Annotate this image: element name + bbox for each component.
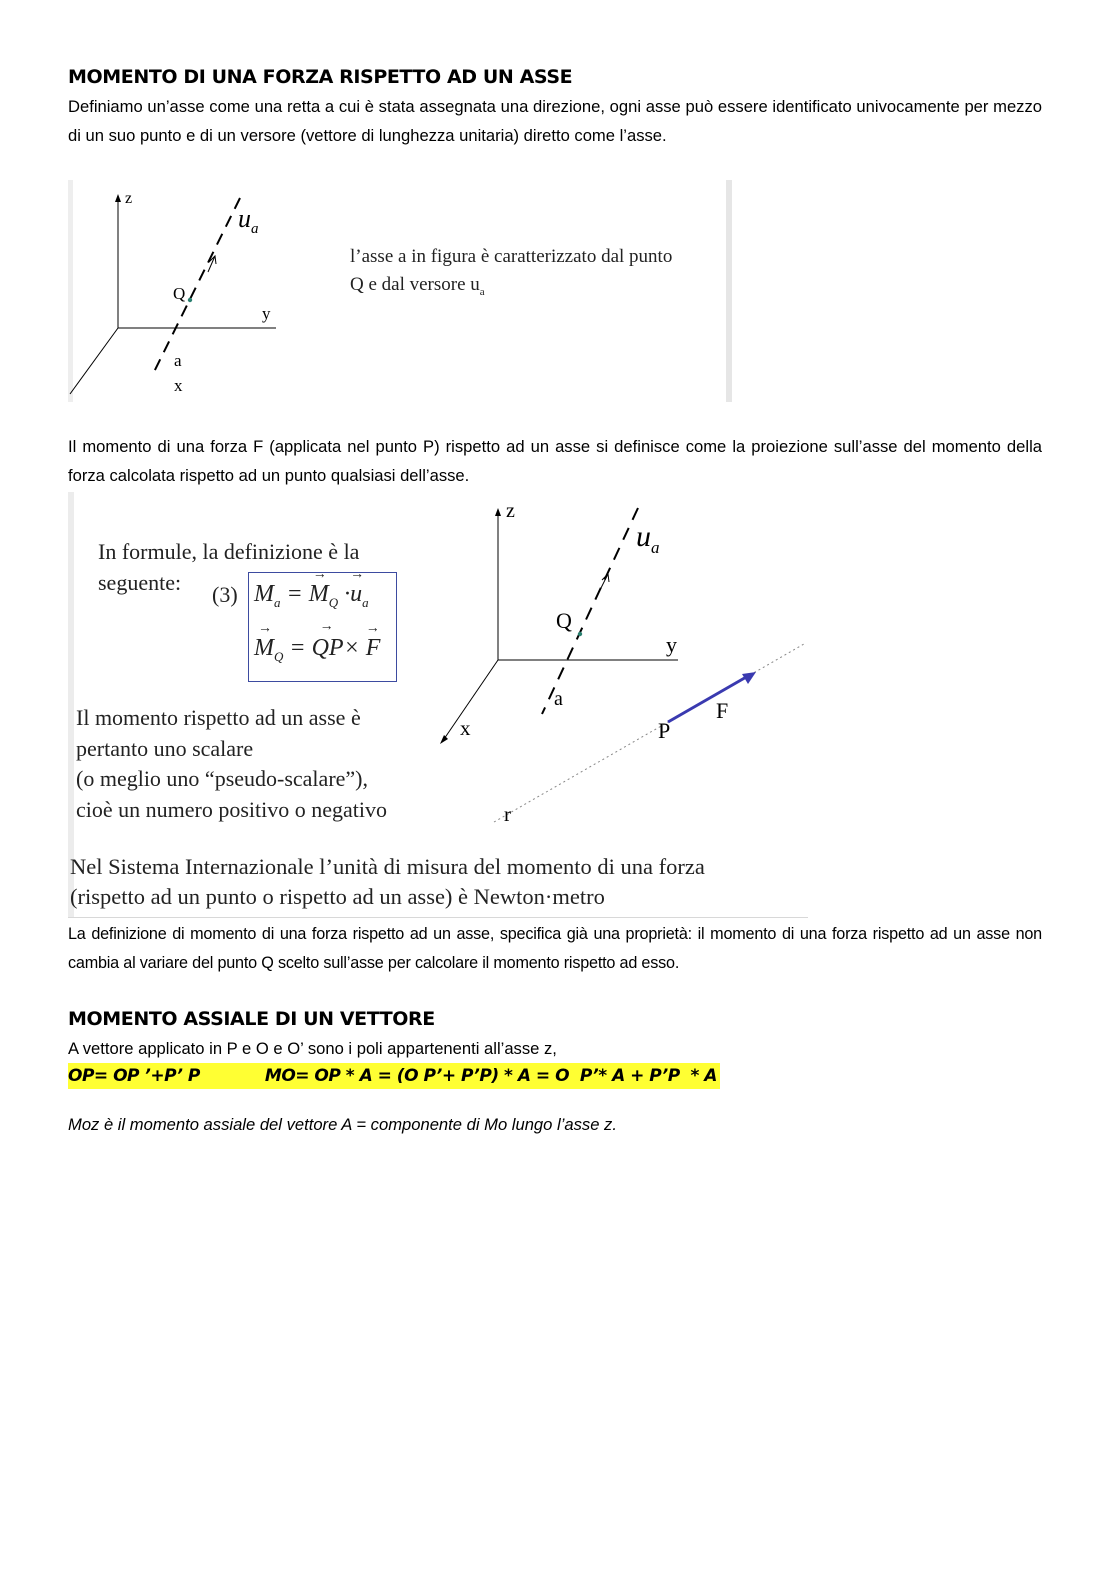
- figure1-caption: l’asse a in figura è caratterizzato dal punto Q e dal versore $u_a$: [350, 246, 673, 298]
- label-r: r: [504, 802, 511, 826]
- label-x: x: [174, 376, 183, 395]
- point-q-marker: [188, 298, 192, 302]
- label-x: x: [460, 716, 471, 740]
- figure-axis-definition: [68, 180, 732, 402]
- paragraph-axial-moment: Moz è il momento assiale del vettore A = componente di Mo lungo l’asse z.: [68, 1115, 617, 1134]
- axis-diagram-2: [68, 492, 808, 832]
- label-a: a: [554, 688, 563, 710]
- label-ua: $u_a$: [238, 204, 259, 238]
- label-q: Q: [556, 608, 572, 633]
- label-z: z: [506, 500, 515, 522]
- si-unit-note: Nel Sistema Internazionale l’unità di misura del momento di una forza (rispetto ad un punto o rispetto ad un asse) è Newton·metro: [70, 854, 705, 909]
- section-heading-momento-assiale: MOMENTO ASSIALE DI UN VETTORE: [68, 1008, 435, 1030]
- line-r-dotted: [494, 644, 804, 822]
- paragraph-moment-definition: Il momento di una forza F (applicata nel punto P) rispetto ad un asse si definisce come la proiezione sull’asse del momento della forza calcolata rispetto ad un punto qualsiasi dell’asse.: [68, 437, 1042, 485]
- label-y: y: [666, 632, 677, 657]
- label-a: a: [174, 351, 182, 370]
- label-z: z: [125, 190, 133, 207]
- z-axis-arrow: [115, 194, 121, 202]
- paragraph-poles: A vettore applicato in P e O e O’ sono i poli appartenenti all’asse z,: [68, 1039, 557, 1058]
- label-ua: $u_a$: [636, 520, 660, 557]
- equation-mq: M → $_Q$ = QP → × F →: [254, 619, 381, 664]
- label-f: F: [716, 698, 729, 723]
- figure-moment-formula: [68, 492, 808, 918]
- section-heading-momento-forza-asse: MOMENTO DI UNA FORZA RISPETTO AD UN ASSE: [68, 66, 573, 88]
- formula-intro: In formule, la definizione è la seguente:: [98, 539, 360, 595]
- axis-a-dashed-line: [152, 198, 240, 376]
- label-q: Q: [173, 284, 186, 303]
- highlighted-formula: OP= OP ’+P’ P MO= OP * A = (O P’+ P’P) * A = O P’* A + P’P * A: [68, 1063, 720, 1089]
- label-p: P: [658, 718, 671, 743]
- point-q-marker: [578, 632, 582, 636]
- versor-ua-arrow: [600, 574, 608, 590]
- scalar-explanation: Il momento rispetto ad un asse è pertanto uno scalare (o meglio uno “pseudo-scalare”), cioè un numero positivo o negativo: [76, 705, 387, 822]
- force-f-vector: [668, 676, 748, 722]
- equation-number: (3): [212, 582, 238, 607]
- equation-ma: $M_a = M$ → $_Q$ ·u → $_a$: [254, 567, 369, 610]
- paragraph-definition-axis: Definiamo un’asse come una retta a cui è stata assegnata una direzione, ogni asse può essere identificato univocamente per mezzo di un suo punto e di un versore (vettore di lunghezza unitaria) diretto come l’asse.: [68, 97, 1042, 145]
- label-y: y: [262, 304, 271, 323]
- paragraph-property: La definizione di momento di una forza rispetto ad un asse, specifica già una proprietà: il momento di una forza rispetto ad un asse non cambia al variare del punto Q scelto sull’asse per calcolare il momento rispetto ad esso.: [68, 925, 1042, 972]
- x-axis-line: [70, 328, 118, 394]
